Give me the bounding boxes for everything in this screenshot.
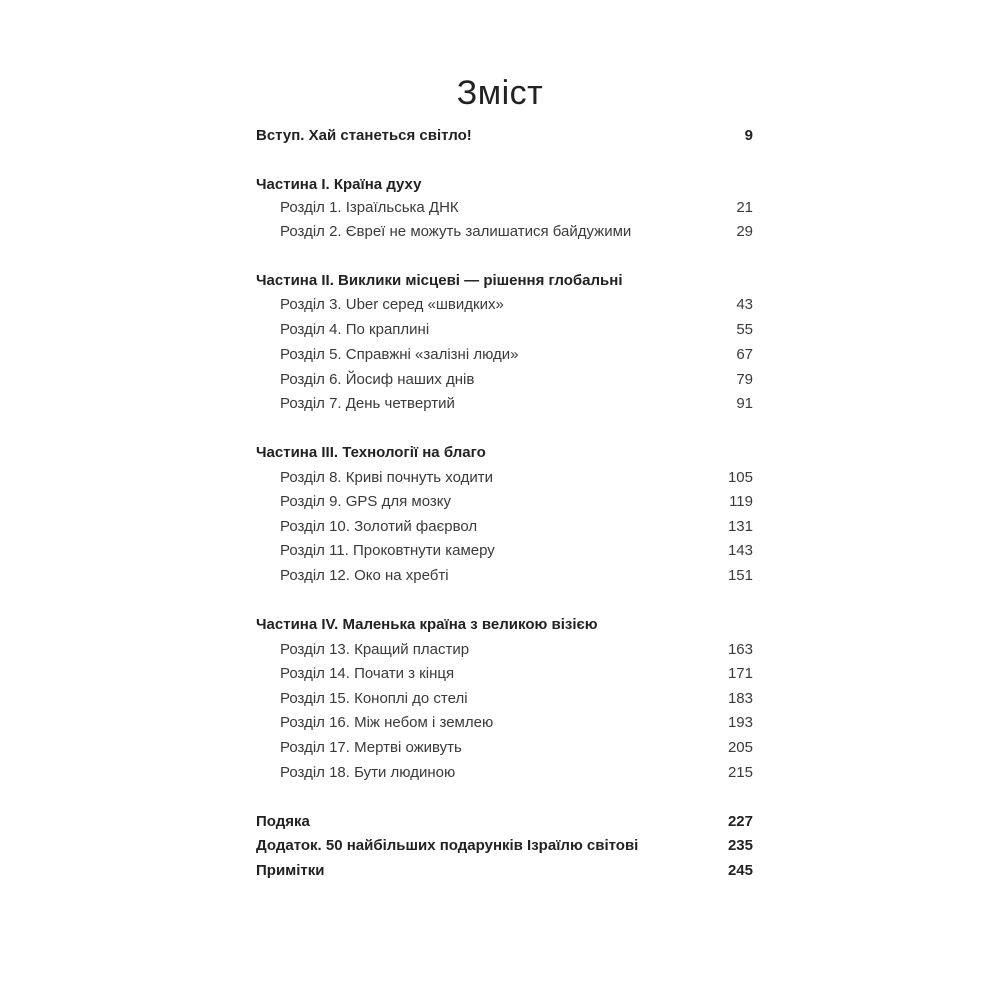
toc-entry-label: Розділ 9. GPS для мозку [280, 493, 451, 510]
toc-entry-page: 151 [727, 567, 753, 584]
toc-chapter[interactable] [280, 197, 753, 219]
toc-chapter[interactable] [280, 688, 753, 710]
toc-back-matter[interactable] [256, 835, 753, 857]
toc-entry-label: Додаток. 50 найбільших подарунків Ізраїлю світові [256, 837, 639, 854]
toc-entry-label: Розділ 6. Йосиф наших днів [280, 371, 475, 388]
toc-entry-label: Розділ 1. Ізраїльська ДНК [280, 199, 459, 216]
toc-entry-label: Розділ 13. Кращий пластир [280, 641, 470, 658]
toc-chapter[interactable] [280, 565, 753, 587]
toc-entry-label: Розділ 5. Справжні «залізні люди» [280, 346, 519, 363]
toc-entry-page: 119 [729, 493, 753, 510]
toc-entry-label: Частина ІІІ. Технології на благо [256, 444, 486, 461]
toc-back-matter[interactable] [256, 811, 753, 833]
toc-entry-page: 227 [727, 813, 753, 830]
toc-chapter[interactable] [280, 319, 753, 341]
toc-entry-page: 131 [727, 518, 753, 535]
toc-entry-page: 163 [727, 641, 753, 658]
toc-entry-page: 235 [727, 837, 753, 854]
toc-part-heading[interactable] [256, 614, 753, 636]
toc-entry-page: 91 [736, 395, 753, 412]
toc-chapter[interactable] [280, 467, 753, 489]
toc-entry-label: Розділ 16. Між небом і землею [280, 714, 494, 731]
toc-entry-label: Розділ 2. Євреї не можуть залишатися байдужими [280, 223, 632, 240]
toc-chapter[interactable] [280, 762, 753, 784]
page-title: Зміст [456, 74, 544, 112]
toc-entry-label: Розділ 12. Око на хребті [280, 567, 449, 584]
toc-entry-label: Розділ 17. Мертві оживуть [280, 739, 462, 756]
toc-entry-page: 9 [744, 127, 753, 144]
toc-entry-page: 21 [736, 199, 753, 216]
toc-chapter[interactable] [280, 393, 753, 415]
toc-entry-page: 205 [727, 739, 753, 756]
toc-chapter[interactable] [280, 663, 753, 685]
toc-chapter[interactable] [280, 221, 753, 243]
toc-entry-label: Розділ 11. Проковтнути камеру [280, 542, 495, 559]
toc-entry-page: 105 [727, 469, 753, 486]
toc-chapter[interactable] [280, 491, 753, 513]
toc-entry-page: 193 [727, 714, 753, 731]
toc-entry-label: Частина IV. Маленька країна з великою візією [256, 616, 598, 633]
toc-entry-page: 55 [736, 321, 753, 338]
toc-entry-page: 245 [727, 862, 753, 879]
toc-entry-page: 215 [727, 764, 753, 781]
toc-entry-label: Розділ 14. Почати з кінця [280, 665, 455, 682]
toc-entry-label: Примітки [256, 862, 325, 879]
toc-part-heading[interactable] [256, 270, 753, 292]
toc-entry-page: 171 [727, 665, 753, 682]
toc-back-matter[interactable] [256, 860, 753, 882]
toc-entry-label: Розділ 15. Коноплі до стелі [280, 690, 468, 707]
toc-part-heading[interactable] [256, 442, 753, 464]
toc-chapter[interactable] [280, 737, 753, 759]
toc-chapter[interactable] [280, 369, 753, 391]
toc-entry-label: Розділ 3. Uber серед «швидких» [280, 296, 504, 313]
toc-entry-label: Частина І. Країна духу [256, 176, 422, 193]
toc-entry-label: Подяка [256, 813, 310, 830]
toc-chapter[interactable] [280, 540, 753, 562]
toc-chapter[interactable] [280, 294, 753, 316]
toc-chapter[interactable] [280, 639, 753, 661]
toc-entry-label: Розділ 7. День четвертий [280, 395, 455, 412]
toc-entry-page: 29 [736, 223, 753, 240]
toc-entry-page: 43 [736, 296, 753, 313]
toc-entry-label: Вступ. Хай станеться світло! [256, 127, 472, 144]
toc-part-heading[interactable] [256, 174, 753, 196]
toc-entry-label: Частина ІІ. Виклики місцеві — рішення глобальні [256, 272, 623, 289]
toc-chapter[interactable] [280, 516, 753, 538]
toc-entry-label: Розділ 18. Бути людиною [280, 764, 456, 781]
toc-chapter[interactable] [280, 344, 753, 366]
toc-entry-page: 79 [736, 371, 753, 388]
toc-chapter[interactable] [280, 712, 753, 734]
toc-entry-page: 183 [727, 690, 753, 707]
toc-entry-label: Розділ 8. Криві почнуть ходити [280, 469, 493, 486]
toc-entry-page: 143 [727, 542, 753, 559]
toc-entry-label: Розділ 4. По краплині [280, 321, 430, 338]
toc-intro[interactable] [256, 125, 753, 147]
toc-entry-label: Розділ 10. Золотий фаєрвол [280, 518, 478, 535]
toc-entry-page: 67 [736, 346, 753, 363]
